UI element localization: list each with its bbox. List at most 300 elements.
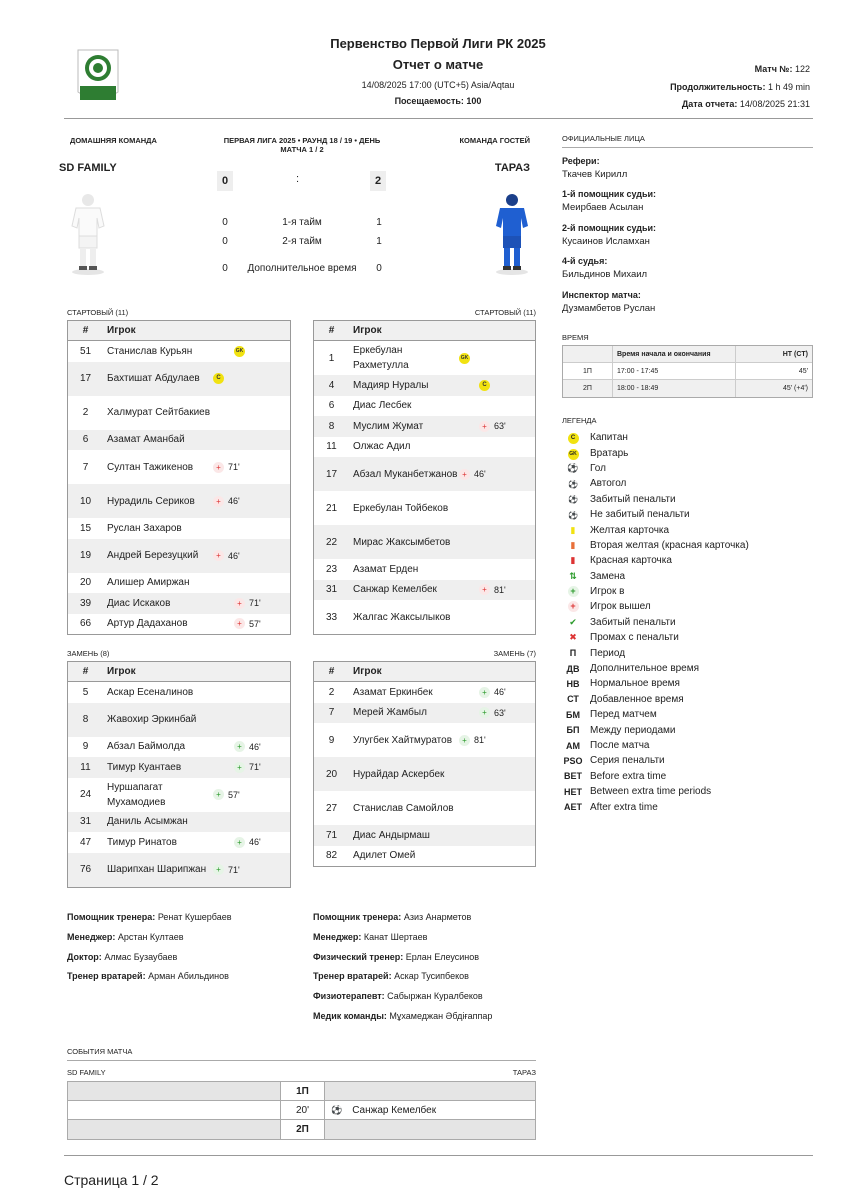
player-number: 1 (328, 352, 335, 364)
legend-title: ЛЕГЕНДА (562, 416, 597, 425)
legend-abbrev: НВ (566, 678, 580, 689)
staff-name: Арман Абильдинов (145, 971, 229, 982)
legend-item (562, 430, 813, 445)
table-header (314, 662, 535, 682)
player-row (68, 573, 290, 594)
red-card-icon-glyph: ▮ (570, 555, 576, 566)
legend-item (562, 553, 813, 568)
legend-item (562, 507, 813, 522)
events-home-team: SD FAMILY (67, 1068, 106, 1077)
player-row (314, 341, 535, 375)
official-entry (562, 256, 813, 289)
legend-text: Замена (590, 570, 626, 582)
official-entry (562, 189, 813, 222)
player-number: 9 (328, 734, 335, 746)
player-name: Диас Лесбек (353, 400, 412, 412)
player-row (314, 559, 535, 580)
player-icons (213, 789, 269, 800)
red-card-icon (562, 555, 584, 566)
legend-abbrev: AET (564, 802, 582, 813)
player-out-icon: + (479, 421, 490, 432)
player-icons (234, 837, 290, 848)
player-number: 20 (79, 577, 92, 589)
legend-text: Добавленное время (590, 693, 684, 705)
goalkeeper-icon (562, 447, 584, 460)
player-out-icon: + (213, 550, 224, 561)
player-icons (479, 687, 535, 698)
officials-list (562, 156, 813, 323)
staff-name: Мұхамеджан Әбдіғаппар (386, 1010, 493, 1021)
legend-text: Before extra time (590, 770, 667, 782)
player-icons (213, 373, 269, 384)
events-title: СОБЫТИЯ МАТЧА (67, 1047, 133, 1056)
staff-role: Тренер вратарей: (313, 971, 392, 982)
player-number: 11 (80, 761, 91, 773)
legend-item (562, 569, 813, 584)
player-name: Адилет Омей (353, 850, 416, 862)
player-row (314, 846, 535, 867)
official-name: Ткачев Кирилл (562, 169, 628, 180)
legend-item (562, 584, 813, 599)
score-separator: : (296, 173, 300, 185)
player-number: 24 (79, 789, 92, 800)
player-row (68, 362, 290, 396)
player-number: 17 (79, 373, 92, 384)
player-row (68, 703, 290, 737)
events-table (67, 1081, 536, 1140)
player-name: Азамат Еркинбек (353, 686, 433, 698)
staff-role: Менеджер: (313, 931, 362, 942)
legend-item (562, 615, 813, 630)
player-name: Олжас Адил (353, 441, 411, 453)
event-minute-cell: 20' (280, 1101, 325, 1119)
player-number: 21 (325, 502, 338, 514)
event-home-cell (68, 1101, 280, 1119)
player-row (314, 791, 535, 825)
event-away-cell (325, 1120, 535, 1139)
penalty-missed-icon-glyph: ⚽ (568, 510, 578, 520)
player-in-icon: + (234, 837, 245, 848)
staff-member (313, 932, 492, 952)
away-staff (313, 912, 492, 1031)
player-row (314, 437, 535, 458)
match-duration: Продолжительность: 1 h 49 min (670, 82, 810, 92)
legend-item (562, 538, 813, 553)
table-header (68, 662, 290, 682)
staff-member (313, 991, 492, 1011)
match-number: Матч №: 122 (754, 64, 810, 74)
officials-divider (562, 147, 813, 148)
own-goal-icon (562, 479, 584, 489)
player-number: 5 (82, 686, 89, 698)
period-row: 0 1-я тайм 1 (222, 217, 382, 228)
sub-minute: 46' (228, 550, 240, 561)
player-row (314, 457, 535, 491)
event-period-row (68, 1120, 535, 1139)
legend-item (562, 692, 813, 707)
player-row (314, 682, 535, 703)
legend-item (562, 769, 813, 784)
staff-member (67, 952, 232, 972)
player-out-icon (562, 601, 584, 612)
player-row (68, 737, 290, 758)
player-name: Мирас Жаксымбетов (353, 536, 451, 548)
substitution-icon (562, 571, 584, 582)
official-entry (562, 223, 813, 256)
player-name: Мадияр Нуралы (353, 379, 429, 391)
captain-icon: C (479, 380, 490, 391)
home-subs-label: ЗАМЕНЬ (8) (67, 649, 110, 658)
player-row (68, 450, 290, 484)
legend-list (562, 430, 813, 815)
staff-name: Сабыржан Куралбеков (384, 991, 483, 1002)
legend-item (562, 645, 813, 660)
player-row (314, 723, 535, 757)
legend-abbrev: BET (564, 771, 582, 782)
sub-minute: 46' (474, 469, 486, 479)
legend-item (562, 753, 813, 768)
legend-item (562, 630, 813, 645)
player-row (314, 396, 535, 417)
player-number: 31 (79, 816, 92, 828)
player-row (68, 832, 290, 853)
player-in-icon: + (459, 735, 470, 746)
event-row (68, 1101, 535, 1120)
player-number: 33 (325, 611, 338, 623)
player-row (68, 484, 290, 518)
legend-text: Нормальное время (590, 678, 680, 690)
legend-text: Дополнительное время (590, 663, 700, 675)
staff-member (313, 912, 492, 932)
player-in-icon: + (213, 864, 224, 875)
player-number: 22 (325, 536, 338, 548)
official-role: 2-й помощник судьи: (562, 222, 657, 233)
event-away-cell (325, 1101, 535, 1119)
time-table (562, 345, 813, 398)
legend-item (562, 799, 813, 814)
player-row (68, 518, 290, 539)
legend-item (562, 722, 813, 737)
player-row (314, 375, 535, 396)
pso-missed-icon-glyph: ✖ (569, 632, 577, 643)
staff-role: Тренер вратарей: (67, 971, 146, 982)
player-row (68, 682, 290, 703)
col-player-header: Игрок (107, 325, 136, 336)
player-out-icon-glyph: + (568, 601, 579, 612)
official-role: Инспектор матча: (562, 289, 641, 300)
player-icons (213, 550, 269, 561)
time-header-row: Время начала и окончания HT (CT) (563, 346, 812, 363)
player-row (314, 491, 535, 525)
sub-minute: 71' (249, 598, 261, 609)
table-header (68, 321, 290, 341)
table-header (314, 321, 535, 341)
home-starting-label: СТАРТОВЫЙ (11) (67, 308, 129, 317)
legend-abbrev: АМ (566, 740, 580, 751)
player-name: Халмурат Сейтбакиев (107, 407, 211, 418)
report-title: Первенство Первой Лиги РК 2025 (330, 36, 546, 51)
player-number: 4 (328, 379, 335, 391)
player-number: 47 (79, 836, 92, 848)
staff-name: Канат Шертаев (361, 931, 428, 942)
away-starting-label: СТАРТОВЫЙ (11) (474, 308, 536, 317)
legend-text: После матча (590, 740, 650, 751)
legend-text: Между периодами (590, 724, 676, 736)
player-number: 10 (79, 495, 92, 507)
goalkeeper-icon: GK (459, 353, 470, 364)
period-row: 0 Дополнительное время 0 (222, 262, 382, 274)
player-icons (479, 584, 535, 595)
home-team-name: SD FAMILY (59, 162, 117, 174)
time-row: 1П 17:00 - 17:45 45' (563, 363, 812, 380)
player-row (68, 812, 290, 833)
home-subs-table (67, 661, 291, 888)
official-role: Рефери: (562, 156, 600, 166)
player-name: Нуршапагат Мухамодиев (107, 781, 166, 808)
away-team-name: ТАРАЗ (494, 162, 530, 174)
away-subs-label: ЗАМЕНЬ (7) (493, 649, 536, 658)
official-entry (562, 290, 813, 323)
player-name: Азамат Аманбай (107, 434, 185, 446)
staff-member (67, 971, 232, 991)
player-in-icon-glyph: + (568, 586, 579, 597)
penalty-scored-icon (562, 494, 584, 504)
legend-text: Промах с пенальти (590, 632, 679, 644)
staff-role: Физиотерапевт: (313, 991, 385, 1002)
player-number: 7 (328, 707, 335, 719)
player-name: Муслим Жумат (353, 420, 424, 432)
player-in-icon: + (234, 741, 245, 752)
player-name: Улугбек Хайтмуратов (353, 734, 453, 746)
player-name: Нурайдар Аскербек (353, 768, 445, 780)
officials-title: ОФИЦИАЛЬНЫЕ ЛИЦА (562, 134, 645, 143)
player-name: Санжар Кемелбек (353, 584, 437, 596)
staff-role: Медик команды: (313, 1010, 387, 1021)
away-score: 2 (370, 171, 386, 191)
player-number: 27 (325, 802, 338, 814)
legend-item (562, 599, 813, 614)
page-number: Страница 1 / 2 (64, 1172, 159, 1188)
player-name: Шарипхан Шарипжан (107, 864, 207, 875)
player-number: 39 (79, 597, 92, 609)
legend-text: Автогол (590, 478, 627, 490)
legend-abbrev: PSO (563, 755, 583, 766)
staff-member (67, 932, 232, 952)
player-name: Тимур Ринатов (107, 836, 177, 848)
official-name: Кусаинов Исламхан (562, 235, 650, 247)
player-number: 8 (328, 420, 335, 432)
event-minute-cell: 1П (280, 1082, 325, 1100)
player-row (314, 580, 535, 601)
staff-role: Помощник тренера: (67, 912, 156, 922)
legend-abbrev: П (569, 648, 577, 659)
legend-text: Красная карточка (590, 555, 672, 567)
sub-minute: 46' (494, 687, 506, 698)
player-number: 6 (82, 434, 89, 446)
event-minute-cell: 2П (280, 1120, 325, 1139)
player-in-icon (562, 586, 584, 597)
player-icons (459, 735, 515, 746)
player-icons (234, 346, 290, 357)
legend-item (562, 738, 813, 753)
captain-icon: C (213, 373, 224, 384)
player-number: 51 (79, 345, 92, 357)
legend-abbrev: ДВ (566, 663, 580, 674)
staff-role: Физический тренер: (313, 951, 404, 962)
player-number: 23 (325, 563, 338, 575)
player-icons (213, 864, 269, 875)
legend-text: Капитан (590, 432, 628, 444)
player-row (68, 396, 290, 430)
col-num-header: # (82, 325, 89, 336)
player-name: Диас Искаков (107, 597, 171, 609)
period-scores (214, 213, 390, 285)
player-name: Азамат Ерден (353, 563, 419, 575)
legend-item (562, 492, 813, 507)
player-row (68, 614, 290, 635)
player-name: Аскар Есеналинов (107, 686, 194, 698)
own-goal-icon-glyph: ⚽ (568, 479, 578, 489)
legend-text: Серия пенальти (590, 755, 665, 767)
player-in-icon: + (479, 687, 490, 698)
second-yellow-icon (562, 540, 584, 551)
official-entry (562, 156, 813, 189)
player-name: Еркебулан Тойбеков (353, 502, 449, 514)
pso-missed-icon (562, 632, 584, 643)
sub-minute: 71' (249, 762, 261, 773)
substitution-icon-glyph: ⇅ (569, 570, 577, 581)
sub-minute: 46' (249, 837, 261, 848)
legend-abbrev: БМ (566, 709, 580, 720)
footer-divider (64, 1155, 813, 1156)
player-name: Руслан Захаров (107, 522, 182, 534)
sub-minute: 71' (228, 864, 240, 875)
legend-text: Забитый пенальти (590, 616, 676, 628)
round-info: ПЕРВАЯ ЛИГА 2025 • РАУНД 18 / 19 • ДЕНЬ МАТЧА 1 / 2 (223, 136, 381, 154)
player-row (314, 825, 535, 846)
staff-role: Помощник тренера: (313, 912, 402, 922)
player-row (68, 778, 290, 812)
col-num-header: # (328, 666, 335, 677)
legend-text: Период (590, 647, 626, 659)
official-name: Бильдинов Михаил (562, 269, 648, 281)
legend-text: Желтая карточка (590, 524, 670, 536)
legend-abbrev: БП (566, 725, 580, 736)
player-row (314, 416, 535, 437)
player-number: 9 (82, 741, 89, 753)
player-name: Мерей Жамбыл (353, 707, 427, 719)
captain-icon (562, 431, 584, 444)
home-kit-icon (70, 192, 106, 281)
legend-text: Between extra time periods (590, 786, 712, 798)
player-icons (479, 707, 535, 718)
player-icons (479, 421, 535, 432)
home-starting-table (67, 320, 291, 635)
legend-text: Не забитый пенальти (590, 509, 690, 521)
player-name: Даниль Асымжан (107, 816, 188, 828)
player-name: Станислав Самойлов (353, 802, 454, 814)
player-icons (213, 462, 269, 473)
player-number: 6 (328, 400, 335, 412)
sub-minute: 71' (228, 462, 240, 472)
player-number: 17 (325, 468, 338, 480)
home-team-label: ДОМАШНЯЯ КОМАНДА (70, 136, 157, 145)
player-name: Нурадиль Сериков (107, 495, 195, 507)
legend-item (562, 522, 813, 537)
legend-item (562, 784, 813, 799)
player-number: 66 (79, 618, 92, 630)
player-number: 2 (328, 686, 335, 698)
player-number: 82 (325, 850, 338, 862)
event-player: Санжар Кемелбек (352, 1104, 437, 1116)
staff-name: Арстан Култаев (115, 931, 184, 942)
event-home-cell (68, 1120, 280, 1139)
player-icons (234, 598, 290, 609)
staff-member (313, 1011, 492, 1031)
player-number: 19 (79, 550, 92, 561)
attendance: Посещаемость: 100 (394, 96, 482, 106)
legend-text: Перед матчем (590, 709, 657, 721)
col-player-header: Игрок (353, 325, 382, 336)
sub-minute: 63' (494, 421, 506, 432)
away-subs-table (313, 661, 536, 867)
player-icons (213, 496, 269, 507)
player-out-icon: + (234, 598, 245, 609)
yellow-card-icon-glyph: ▮ (570, 524, 576, 535)
player-name: Еркебулан Рахметулла (353, 345, 409, 371)
player-number: 76 (79, 864, 92, 875)
legend-item (562, 676, 813, 691)
player-row (68, 853, 290, 887)
legend-text: Игрок в (590, 586, 625, 598)
official-role: 4-й судья: (562, 256, 608, 267)
away-kit-icon (494, 192, 530, 281)
away-team-label: КОМАНДА ГОСТЕЙ (459, 136, 530, 145)
player-name: Алишер Амиржан (107, 577, 190, 589)
events-away-team: ТАРАЗ (512, 1068, 536, 1077)
events-divider (67, 1060, 536, 1061)
player-name: Жалгас Жаксылыков (353, 611, 451, 623)
captain-icon-glyph: C (568, 433, 579, 444)
away-starting-table (313, 320, 536, 635)
official-name: Меирбаев Асылан (562, 202, 644, 214)
goalkeeper-icon: GK (234, 346, 245, 357)
player-icons (234, 762, 290, 773)
player-name: Абзал Баймолда (107, 741, 186, 753)
official-name: Дузмамбетов Руслан (562, 302, 656, 314)
player-number: 71 (325, 829, 338, 841)
player-row (314, 703, 535, 724)
player-name: Бахтишат Абдулаев (107, 373, 200, 384)
player-number: 15 (79, 522, 92, 534)
player-row (314, 757, 535, 791)
legend-item (562, 461, 813, 476)
player-name: Тимур Куантаев (107, 761, 182, 773)
penalty-scored-icon-glyph: ⚽ (568, 495, 578, 505)
player-name: Жавохир Эркинбай (107, 714, 197, 725)
pso-scored-icon (562, 617, 584, 628)
player-out-icon: + (213, 496, 224, 507)
player-icons (234, 618, 290, 629)
player-row (68, 593, 290, 614)
player-row (68, 430, 290, 451)
sub-minute: 46' (249, 741, 261, 752)
legend-text: Вратарь (590, 447, 629, 459)
goal-icon (562, 463, 584, 474)
staff-member (313, 952, 492, 972)
player-name: Абзал Муканбетжанов (353, 468, 458, 480)
player-out-icon: + (479, 584, 490, 595)
